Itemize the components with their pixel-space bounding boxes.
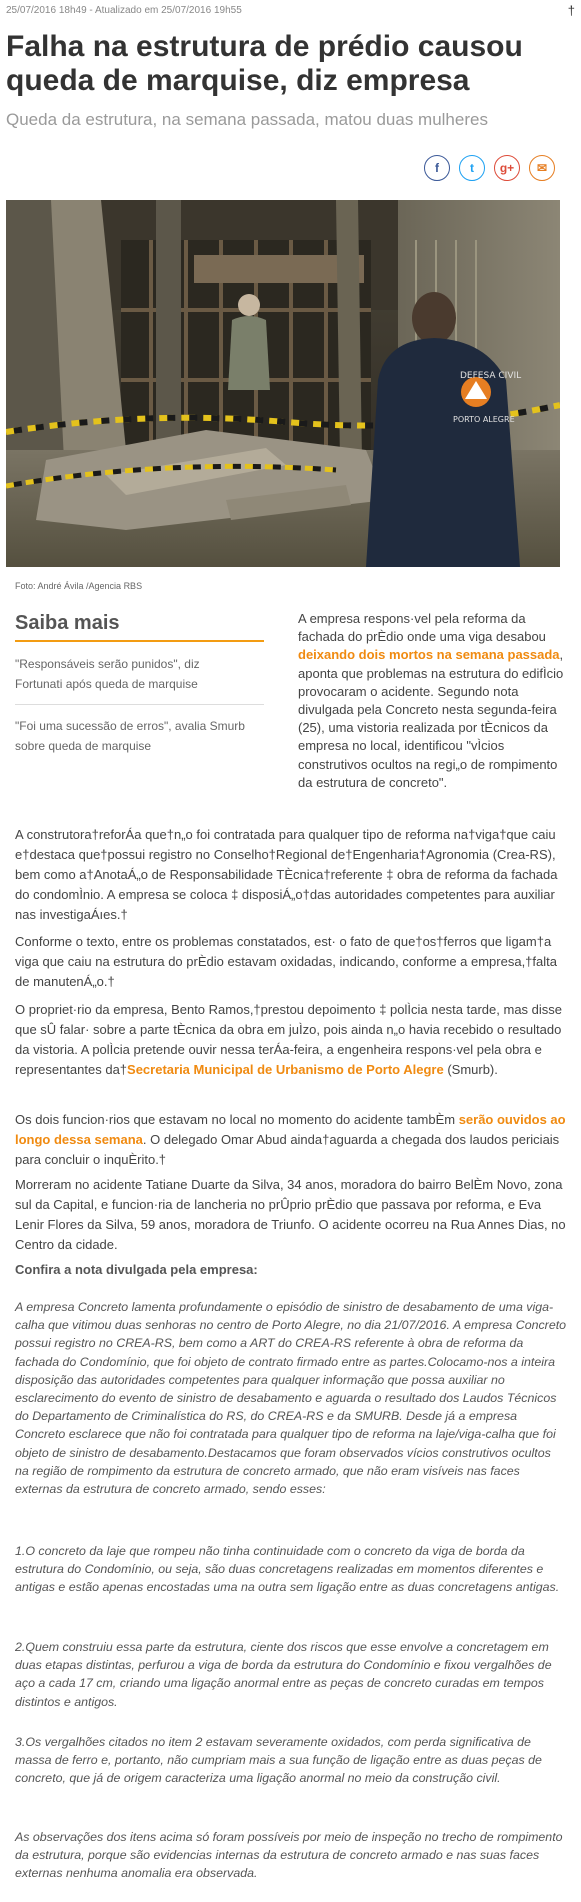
email-icon: ✉ [536,161,548,175]
twitter-share-button[interactable] [459,155,485,181]
body-text: Os dois funcion·rios que estavam no local no momento do acidente tambÈm [15,1112,459,1127]
corner-mark: † [567,3,575,18]
intro-text-after: , aponta que problemas na estrutura do edifÌcio provocaram o acidente. Segundo nota divulgada pela Concreto nesta segunda-feira (25), uma vistoria realizada por tÈcnicos da empresa no local, identificou "vÌcios construtivos ocultos na regi„o de rompimento da estrutura de concreto". [298,647,564,790]
smurb-link[interactable]: Secretaria Municipal de Urbanismo de Porto Alegre [127,1062,444,1077]
note-paragraph: 2.Quem construiu essa parte da estrutura, ciente dos riscos que esse envolve a concretagem em duas etapas distintas, perfurou a viga de borda da estrutura do Condomínio e fixou vergalhões de aço a cada 17 cm, criando uma ligação anormal entre as peças de concreto curadas em tempos distintos e antigos. [15,1640,552,1709]
saiba-mais-link[interactable]: "Foi uma sucessão de erros", avalia Smurb sobre queda de marquise [15,719,245,753]
hearings-link[interactable]: serão ouvidos ao longo dessa semana [15,1112,566,1147]
article-subtitle: Queda da estrutura, na semana passada, matou duas mulheres [6,110,488,129]
article-photo [6,200,560,567]
article-title: Falha na estrutura de prédio causou queda de marquise, diz empresa [6,30,523,97]
saiba-mais-divider [15,704,264,705]
intro-text: A empresa respons·vel pela reforma da fachada do prÈdio onde uma viga desabou [298,611,546,645]
saiba-mais-link[interactable]: "Responsáveis serão punidos", diz Fortunati após queda de marquise [15,657,200,691]
intro-link[interactable]: deixando dois mortos na semana passada [298,647,560,663]
note-paragraph: A empresa Concreto lamenta profundamente o episódio de sinistro de desabamento de uma viga-calha que vitimou duas senhoras no centro de Porto Alegre, no dia 21/07/2016. A empresa Concreto possui registro no CREA-RS, bem como a ART do CREA-RS referente à obra de reforma da fachada do Condomínio, que foi objeto de contrato firmado entre as partes.Colocamo-nos a inteira disposição das autoridades competentes para qualquer informação que possa auxiliar no esclarecimento do evento de sinistro de desabamento e aguarda o resultado dos Laudos Técnicos do Departamento de Criminalística do RS, do CREA-RS e da SMURB. Desde já a empresa Concreto esclarece que não foi contratada para qualquer tipo de reforma na laje/viga-calha que foi objeto de sinistro de desabamento.Destacamos que foram observados vícios construtivos ocultos na região de rompimento da estrutura de concreto armado, que não eram visíveis nas faces externas da estrutura de concreto armado, sendo esses: [15,1300,567,1497]
vest-text-top: DEFESA CIVIL [460,371,522,381]
body-paragraph: A construtora†reforÁa que†n„o foi contratada para qualquer tipo de reforma na†viga†que caiu e†destaca que†possui registro no Conselho†Regional de†Engenharia†Agronomia (Crea-RS), bem como a†AnotaÁ„o de Responsabilidade TÈcnica†referente ‡ obra de reforma da fachada do condomÌnio. A empresa se coloca ‡ disposiÁ„o†das autoridades competentes para auxiliar nas investigaÁıes.† [15,827,558,922]
vest-text-bottom: PORTO ALEGRE [453,415,515,424]
twitter-icon: t [470,161,474,175]
collapsed-marquee-photo [6,200,560,567]
note-heading: Confira a nota divulgada pela empresa: [15,1262,258,1277]
note-paragraph: 3.Os vergalhões citados no item 2 estavam severamente oxidados, com perda significativa de massa de ferro e, portanto, não cumpriam mais a sua função de ligação entre as duas peças de concreto, que já de origem caracteriza uma ligação anormal no meio da construção civil. [15,1735,542,1786]
saiba-mais-title: Saiba mais [15,612,120,634]
body-paragraph: Conforme o texto, entre os problemas constatados, est· o fato de que†os†ferros que ligam†a viga que caiu na estrutura do prÈdio estavam oxidadas, indicando, conforme a empresa,†falta de manutenÁ„o.† [15,934,557,989]
facebook-share-button[interactable] [424,155,450,181]
googleplus-share-button[interactable] [494,155,520,181]
body-text: (Smurb). [443,1062,498,1077]
photo-caption: Foto: André Ávila /Agencia RBS [15,581,143,591]
note-paragraph: 1.O concreto da laje que rompeu não tinha continuidade com o concreto da viga de borda da estrutura do Condomínio, ou seja, são duas concretagens realizadas em momentos diferentes e antigas e estão apenas encostadas uma na outra sem ligação entre as duas concretagens antigas. [15,1544,560,1595]
intro-paragraph [298,610,570,792]
body-text: O propriet·rio da empresa, Bento Ramos,†prestou depoimento ‡ polÌcia nesta tarde, mas disse que sÛ falar· sobre a parte tÈcnica da obra em juÌzo, pois ainda n„o havia recebido o resultado da vistoria. A polÌcia pretende ouvir nessa terÁa-feira, a engenheira respons·vel pela obra e representantes da† [15,1002,563,1077]
dateline: 25/07/2016 18h49 - Atualizado em 25/07/2016 19h55 [6,5,242,16]
body-text: . O delegado Omar Abud ainda†aguarda a chegada dos laudos periciais para concluir o inquÈrito.† [15,1132,560,1167]
email-share-button[interactable] [529,155,555,181]
note-paragraph: As observações dos itens acima só foram possíveis por meio de inspeção no trecho de rompimento da estrutura, porque são evidencias internas da estrutura de concreto armado e nas suas faces externas nenhuma anomalia era observada. [15,1830,563,1881]
googleplus-icon: g+ [499,161,515,175]
body-paragraph: Morreram no acidente Tatiane Duarte da Silva, 34 anos, moradora do bairro BelÈm Novo, zona sul da Capital, e funcion·ria de lancheria no prÛprio prÈdio que passava por reforma, e Eva Lenir Flores da Silva, 59 anos, moradora de Triunfo. O acidente ocorreu na Rua Annes Dias, no Centro da cidade. [15,1177,566,1252]
saiba-mais-underline [15,640,264,642]
body-paragraph [15,1000,570,1080]
facebook-icon: f [435,161,439,175]
body-paragraph [15,1110,570,1170]
